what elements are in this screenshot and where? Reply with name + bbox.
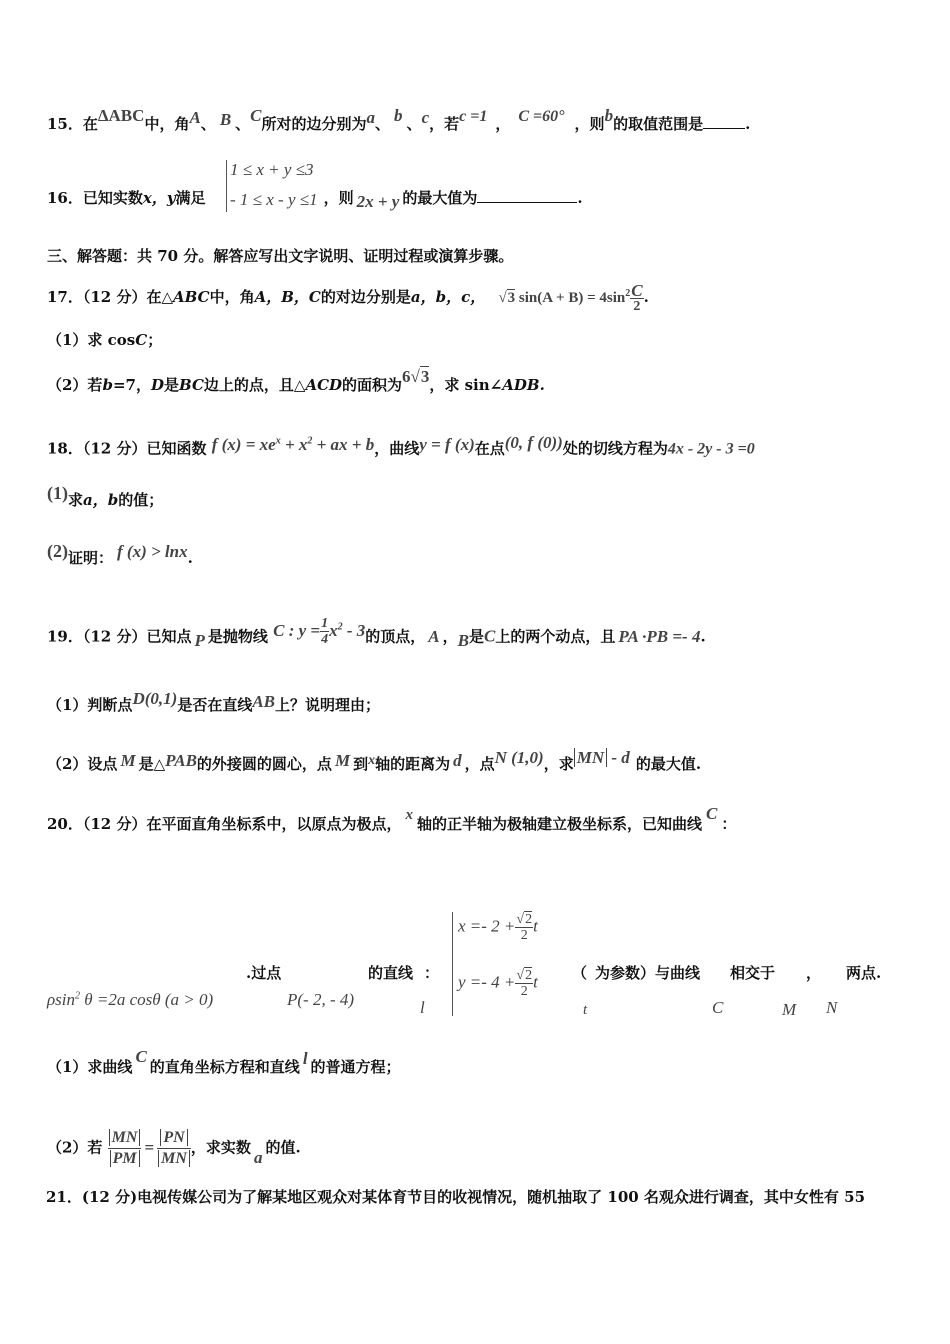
equation-17: √3 $\sin(A + B) = 4\sin^2$ $\frac{C}{2}$ [498, 281, 643, 315]
area-value: 6√3 [402, 367, 430, 386]
ratio-left: $\frac{MN}{PM}$ [108, 1128, 142, 1169]
question-19-part-1: （1）判断点D(0,1)是否在直线AB上？说明理由； [47, 689, 381, 714]
ineq-1: 1 ≤ x + y ≤3 [230, 160, 314, 179]
question-18-part-1: (1)求a，b的值； [47, 483, 164, 509]
point-m: M [782, 1000, 797, 1019]
param-y: y =- 4 + $\frac{√2}{2}$ t [458, 968, 538, 999]
answer-blank [703, 114, 745, 129]
parabola-equation: C : y = $\frac{1}{4}$ $x^2 - 3$ [273, 616, 366, 648]
q20-two-points: 两点. [846, 964, 882, 982]
question-20-part-1: （1）求曲线C的直角坐标方程和直线 l 的普通方程； [47, 1047, 401, 1076]
tangent-line: 4x - 2y - 3 =0 [667, 440, 755, 458]
triangle-abc: ΔABC [97, 106, 145, 125]
q20-line-label: 的直线 [368, 964, 414, 982]
question-20-part-2: （2）若 $\frac{MN}{PM}$ = $\frac{PN}{MN}$ ，求实数 a 的值. [47, 1129, 301, 1167]
question-17-part-2: （2）若b=7，D是BC边上的点，且△ACD的面积为6√3，求 sin∠ADB. [47, 367, 545, 394]
question-20: 20．（12 分）在平面直角坐标系中，以原点为极点， x 轴的正半轴为极轴建立极坐标系，已知曲线C： [47, 804, 737, 833]
q20-comma: ， [806, 964, 822, 982]
question-17: 17．（12 分）在△ABC中，角A，B，C的对边分别是a，b，c， √3 $\sin(A + B) = 4\sin^2$ $\frac{C}{2}$ . [47, 281, 649, 315]
answer-blank [477, 188, 577, 203]
function-def: f $(x) = xe^x + x^2$ + ax + b [211, 434, 375, 454]
ineq-2: - 1 ≤ x - y ≤1 [230, 190, 318, 209]
question-15: 15．在ΔABC中，角A、 B 、C所对的边分别为a、 b 、c，若c =1 ， C =60° ，则b的取值范围是 . [47, 106, 751, 133]
question-21: 21．(12 分)电视传媒公司为了解某地区观众对某体育节目的收视情况，随机抽取了 100 名观众进行调查，其中女性有 55 [46, 1188, 866, 1206]
parametric-brace [452, 912, 453, 1016]
param-x: x =- 2 + $\frac{√2}{2}$ t [458, 912, 538, 943]
q20-param-note: （ 为参数）与曲线 [572, 964, 701, 982]
point-p: P(- 2, - 4) [287, 990, 355, 1009]
question-19: 19．（12 分）已知点 P 是抛物线 C : y = $\frac{1}{4}$ $x^2 - 3$的顶点， A ，B是C上的两个动点，且 PA ·PB =- 4. [47, 616, 706, 650]
question-18: 18．（12 分）已知函数 f $(x) = xe^x + x^2$ + ax + b，曲线y = f (x)在点(0, f (0))处的切线方程为4x - 2y - 3 =0 [47, 432, 755, 458]
curve-c2: C [712, 998, 724, 1017]
question-17-part-1: （1）求 cosC； [47, 331, 163, 349]
dot-product: PA ·PB =- 4 [618, 626, 701, 646]
question-19-part-2: （2）设点 M 是△PAB的外接圆的圆心，点 M 到x轴的距离为 d ，点N (1,0)，求 MN - d 的最大值. [47, 748, 702, 773]
objective-expr: 2x + y [356, 192, 400, 211]
question-18-part-2: (2)证明： f (x) > lnx. [47, 541, 193, 567]
ratio-right: $\frac{PN}{MN}$ [157, 1128, 191, 1169]
line-l: l [420, 998, 425, 1017]
q20-past-point: .过点 [246, 964, 282, 982]
distance-expr: MN - d [574, 748, 630, 767]
condition-angle: C =60° [518, 108, 565, 125]
point-n: N [826, 998, 838, 1017]
section-3-heading: 三、解答题：共 70 分。解答应写出文字说明、证明过程或演算步骤。 [47, 247, 514, 265]
question-16: 16．已知实数x，y满足 ，则 2x + y 的最大值为 . [47, 189, 583, 211]
polar-equation: ρsin$^2$ θ =2a cosθ (a > 0) [47, 990, 214, 1009]
q20-colon: ： [424, 964, 440, 982]
param-t: t [583, 1002, 588, 1018]
q20-intersect: 相交于 [730, 964, 776, 982]
condition-c: c =1 [459, 108, 488, 125]
